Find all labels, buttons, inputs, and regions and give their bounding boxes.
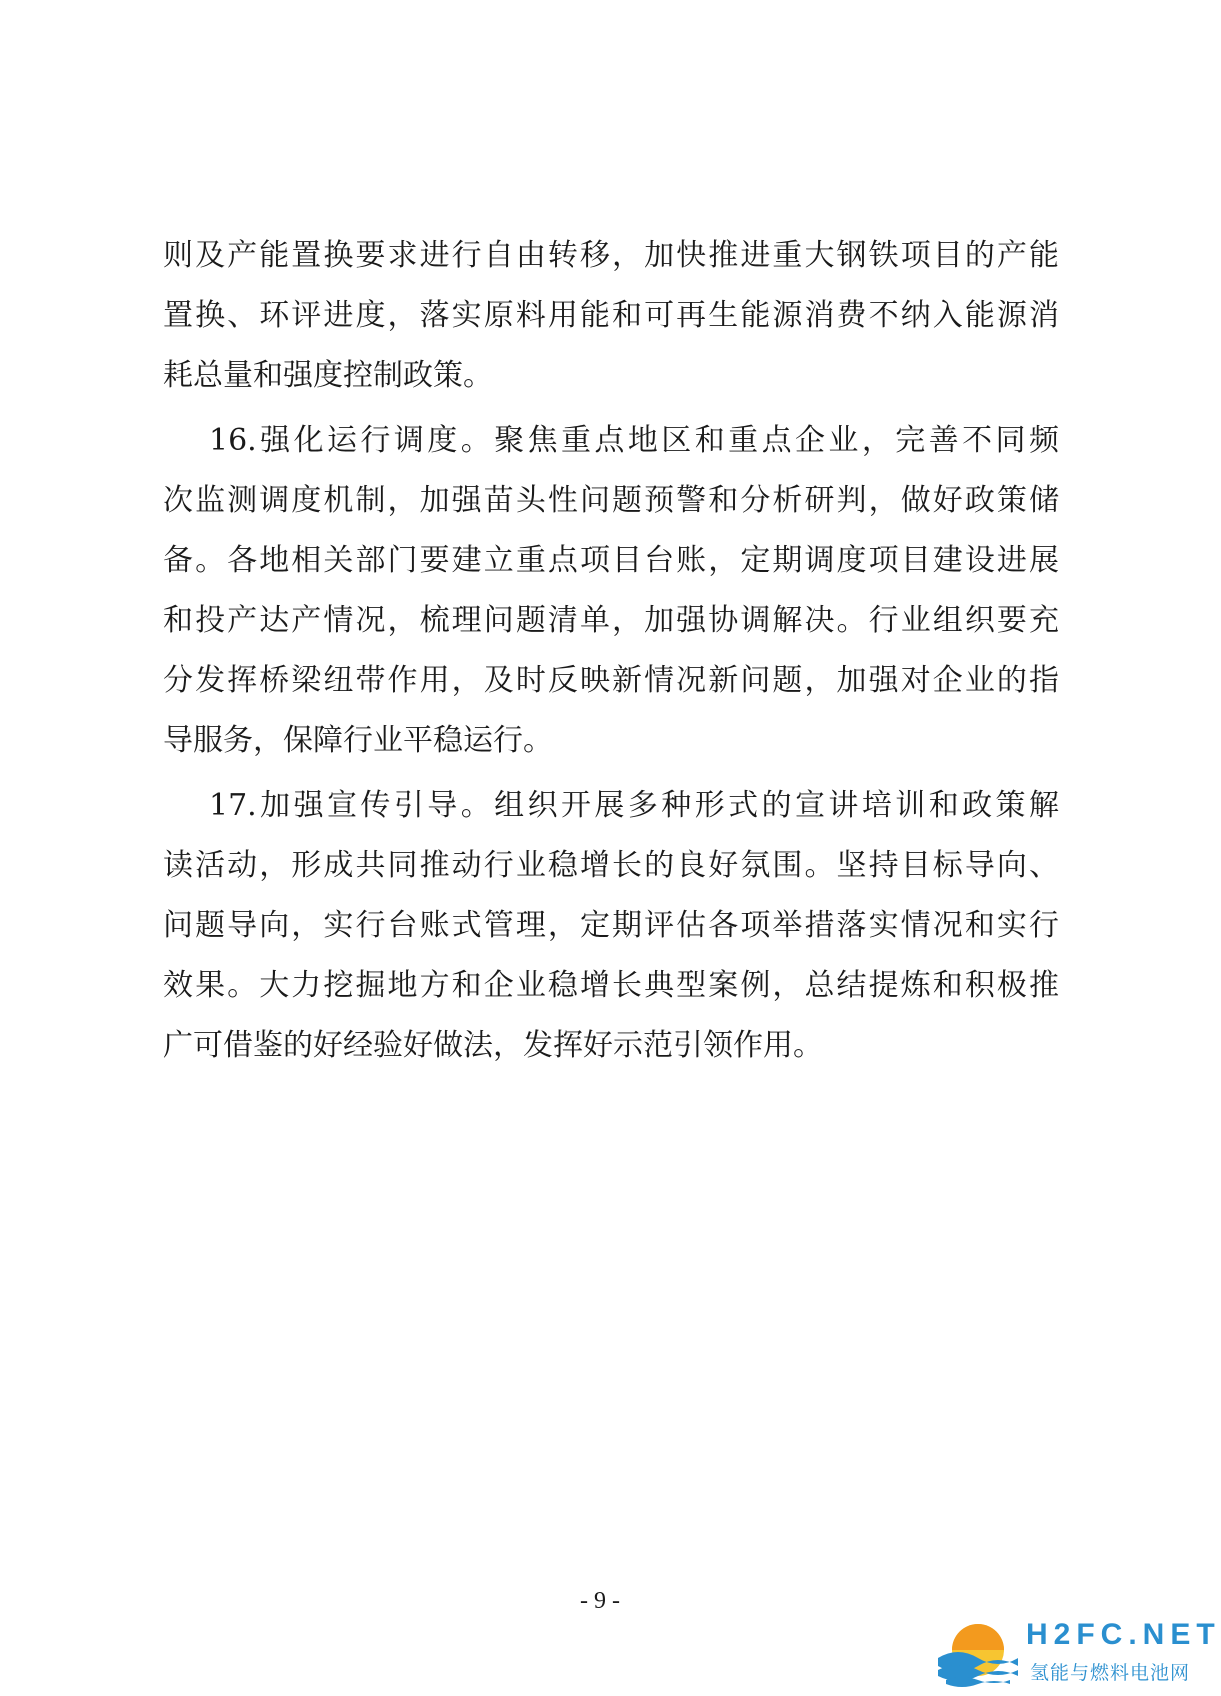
text-line: 则及产能置换要求进行自由转移，加快推进重大钢铁项目的产能 <box>163 238 1059 273</box>
text-line: 分发挥桥梁纽带作用，及时反映新情况新问题，加强对企业的指 <box>163 663 1059 698</box>
text-line: 导服务，保障行业平稳运行。 <box>163 723 553 758</box>
body-text <box>163 226 1059 1076</box>
page-number: - 9 - <box>580 1588 620 1614</box>
text-line: 备。各地相关部门要建立重点项目台账，定期调度项目建设进展 <box>163 543 1059 578</box>
watermark-brand: H2FC.NET <box>1026 1618 1221 1651</box>
text-line: 次监测调度机制，加强苗头性问题预警和分析研判，做好政策储 <box>163 483 1059 518</box>
watermark <box>930 1612 1221 1692</box>
paragraph-16-first-line: 16.强化运行调度。聚焦重点地区和重点企业，完善不同频 <box>209 423 1059 458</box>
text-line: 读活动，形成共同推动行业稳增长的良好氛围。坚持目标导向、 <box>163 848 1059 883</box>
text-line: 置换、环评进度，落实原料用能和可再生能源消费不纳入能源消 <box>163 298 1059 333</box>
text-line: 效果。大力挖掘地方和企业稳增长典型案例，总结提炼和积极推 <box>163 968 1059 1003</box>
h2fc-logo-icon <box>930 1616 1026 1688</box>
text-line: 问题导向，实行台账式管理，定期评估各项举措落实情况和实行 <box>163 908 1059 943</box>
text-line: 和投产达产情况，梳理问题清单，加强协调解决。行业组织要充 <box>163 603 1059 638</box>
watermark-subtitle: 氢能与燃料电池网 <box>1030 1662 1191 1684</box>
text-line: 广可借鉴的好经验好做法，发挥好示范引领作用。 <box>163 1028 823 1063</box>
text-line: 耗总量和强度控制政策。 <box>163 358 493 393</box>
paragraph-17-first-line: 17.加强宣传引导。组织开展多种形式的宣讲培训和政策解 <box>209 788 1059 823</box>
